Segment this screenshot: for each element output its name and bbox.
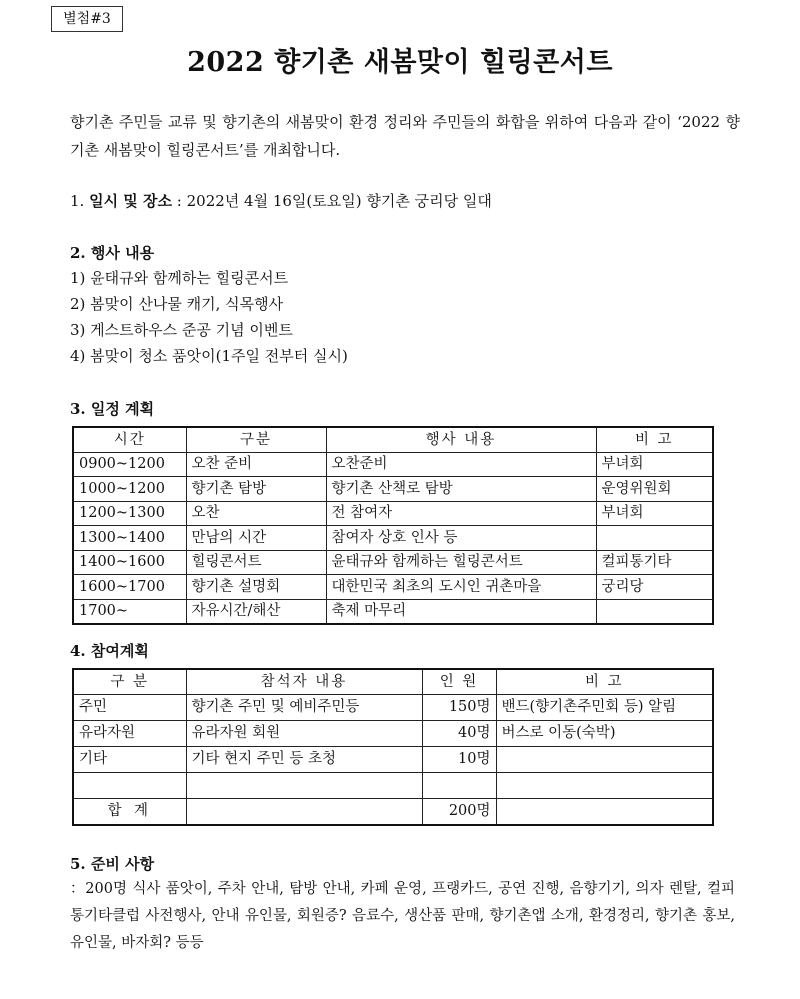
total-label: 합 계	[73, 798, 186, 825]
cell-note: 궁리당	[596, 575, 713, 600]
cell-attendees: 향기촌 주민 및 예비주민등	[186, 694, 422, 720]
cell-time: 1400~1600	[73, 550, 186, 575]
header-group: 구 분	[73, 669, 186, 694]
header-category: 구분	[186, 427, 326, 452]
cell-attendees: 기타 현지 주민 등 초청	[186, 746, 422, 772]
cell-group: 유라자원	[73, 720, 186, 746]
table-row	[73, 575, 713, 600]
cell-group	[73, 772, 186, 798]
cell-content: 향기촌 산책로 탐방	[326, 477, 596, 502]
cell-content: 대한민국 최초의 도시인 귀촌마을	[326, 575, 596, 600]
table-row	[73, 720, 713, 746]
table-row	[73, 599, 713, 624]
cell-note: 부녀회	[596, 501, 713, 526]
cell-content: 오찬준비	[326, 452, 596, 477]
participation-header-row	[73, 669, 713, 694]
section-5-heading: 5. 준비 사항	[70, 855, 155, 873]
total-row	[73, 798, 713, 825]
cell-time: 1700~	[73, 599, 186, 624]
participation-table	[72, 668, 714, 826]
cell-category: 힐링콘서트	[186, 550, 326, 575]
table-row-empty	[73, 772, 713, 798]
table-row	[73, 477, 713, 502]
cell-category: 오찬 준비	[186, 452, 326, 477]
cell-content: 축제 마무리	[326, 599, 596, 624]
section-3-heading: 3. 일정 계획	[70, 400, 155, 418]
table-row	[73, 694, 713, 720]
cell-time: 1300~1400	[73, 526, 186, 551]
cell-note	[496, 772, 713, 798]
cell-note: 컬피통기타	[596, 550, 713, 575]
cell-note: 밴드(향기촌주민회 등) 알림	[496, 694, 713, 720]
cell-content: 전 참여자	[326, 501, 596, 526]
table-row	[73, 746, 713, 772]
cell-note: 운영위원회	[596, 477, 713, 502]
header-content: 행사 내용	[326, 427, 596, 452]
cell-content: 참여자 상호 인사 등	[326, 526, 596, 551]
section-1-label: 일시 및 장소	[89, 192, 172, 210]
total-count: 200명	[422, 798, 496, 825]
cell-count	[422, 772, 496, 798]
cell-note	[596, 599, 713, 624]
header-note: 비 고	[496, 669, 713, 694]
section-1-number: 1.	[70, 192, 85, 210]
attachment-tag: 별첨#3	[51, 6, 123, 32]
table-row	[73, 526, 713, 551]
table-row	[73, 452, 713, 477]
table-row	[73, 550, 713, 575]
event-item: 3) 게스트하우스 준공 기념 이벤트	[70, 321, 293, 339]
cell-count: 150명	[422, 694, 496, 720]
cell-note	[596, 526, 713, 551]
preparation-text: ：200명 식사 품앗이, 주차 안내, 탐방 안내, 카페 운영, 프랭카드, 공연 진행, 음향기기, 의자 렌탈, 컬피통기타클럽 사전행사, 안내 유인물, 회원증? 음료수, 생산품 판매, 향기촌앱 소개, 환경정리, 향기촌 홍보, 유인물, 바자회? 등등	[70, 881, 735, 951]
cell-attendees	[186, 772, 422, 798]
header-time: 시간	[73, 427, 186, 452]
total-note-cell	[496, 798, 713, 825]
cell-count: 10명	[422, 746, 496, 772]
section-1-text: : 2022년 4월 16일(토요일) 향기촌 궁리당 일대	[176, 192, 492, 210]
cell-category: 향기촌 탐방	[186, 477, 326, 502]
header-attendees: 참석자 내용	[186, 669, 422, 694]
cell-time: 0900~1200	[73, 452, 186, 477]
schedule-table	[72, 426, 714, 625]
page-title: 2022 향기촌 새봄맞이 힐링콘서트	[187, 47, 613, 78]
cell-category: 자유시간/해산	[186, 599, 326, 624]
table-row	[73, 501, 713, 526]
section-4-heading: 4. 참여계획	[70, 642, 149, 660]
intro-paragraph: 향기촌 주민들 교류 및 향기촌의 새봄맞이 환경 정리와 주민들의 화합을 위하여 다음과 같이 ‘2022 향기촌 새봄맞이 힐링콘서트’를 개최합니다.	[70, 113, 740, 159]
section-2-heading: 2. 행사 내용	[70, 244, 155, 262]
cell-time: 1000~1200	[73, 477, 186, 502]
schedule-header-row	[73, 427, 713, 452]
event-item: 1) 윤태규와 함께하는 힐링콘서트	[70, 269, 289, 287]
total-empty-cell	[186, 798, 422, 825]
cell-note: 부녀회	[596, 452, 713, 477]
event-item: 2) 봄맞이 산나물 캐기, 식목행사	[70, 295, 284, 313]
cell-category: 만남의 시간	[186, 526, 326, 551]
cell-time: 1600~1700	[73, 575, 186, 600]
cell-time: 1200~1300	[73, 501, 186, 526]
cell-content: 윤태규와 함께하는 힐링콘서트	[326, 550, 596, 575]
cell-group: 주민	[73, 694, 186, 720]
cell-note: 버스로 이동(숙박)	[496, 720, 713, 746]
cell-note	[496, 746, 713, 772]
cell-attendees: 유라자원 회원	[186, 720, 422, 746]
event-item: 4) 봄맞이 청소 품앗이(1주일 전부터 실시)	[70, 347, 348, 365]
header-count: 인 원	[422, 669, 496, 694]
cell-group: 기타	[73, 746, 186, 772]
cell-count: 40명	[422, 720, 496, 746]
header-note: 비 고	[596, 427, 713, 452]
cell-category: 향기촌 설명회	[186, 575, 326, 600]
cell-category: 오찬	[186, 501, 326, 526]
section-1-line	[70, 190, 492, 211]
